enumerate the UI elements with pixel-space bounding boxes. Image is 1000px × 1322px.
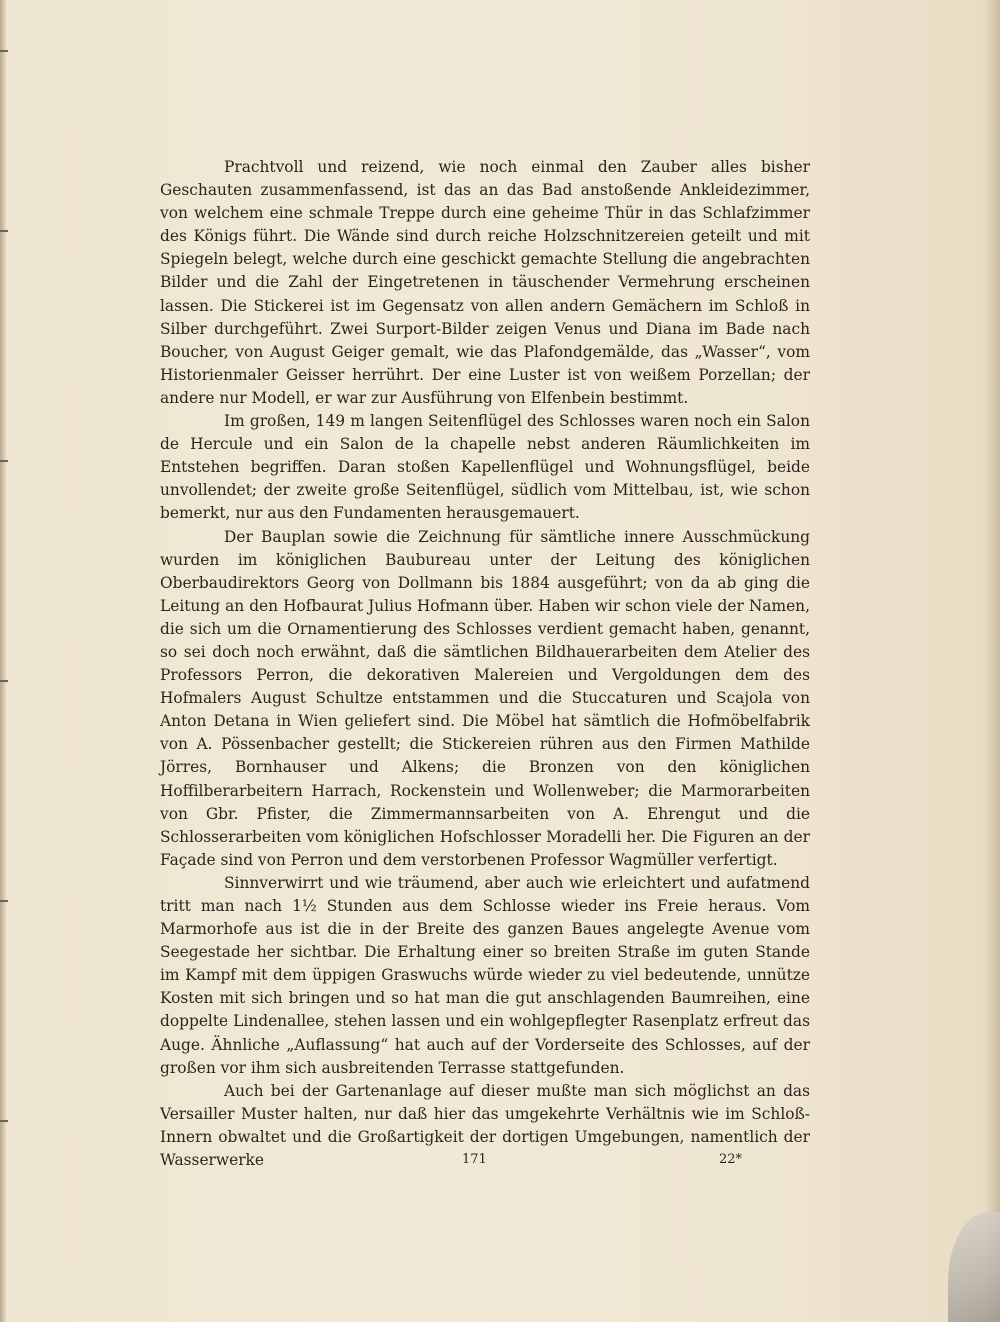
- page-number: 171: [462, 1152, 487, 1167]
- paragraph: Im großen, 149 m langen Seitenflügel des Schlosses waren noch ein Salon de Hercule und ein Salon de la chapelle nebst anderen Räumlichkeiten im Entstehen begriffen. Daran stoßen Kapellenflügel und Wohnungsflügel, beide unvollendet; der zweite große Seitenflügel, südlich vom Mittelbau, ist, wie schon bemerkt, nur aus den Fundamenten herausgemauert.: [160, 412, 810, 523]
- margin-marks: [0, 40, 14, 1200]
- page-corner-curl: [948, 1212, 1000, 1322]
- signature-mark: 22*: [719, 1152, 743, 1167]
- body-text: [160, 156, 810, 1172]
- page-outer-edge: [986, 0, 1000, 1322]
- paragraph: Der Bauplan sowie die Zeichnung für sämtliche innere Ausschmückung wurden im königlichen Baubureau unter der Leitung des königlichen Oberbaudirektors Georg von Dollmann bis 1884 ausgeführt; von da ab ging die Leitung an den Hofbaurat Julius Hofmann über. Haben wir schon viele der Namen, die sich um die Ornamentierung des Schlosses verdient gemacht haben, genannt, so sei doch noch erwähnt, daß die sämtlichen Bildhauerarbeiten dem Atelier des Professors Perron, die dekorativen Malereien und Vergoldungen dem des Hofmalers August Schultze entstammen und die Stuccaturen und Scajola von Anton Detana in Wien geliefert sind. Die Möbel hat sämtlich die Hofmöbelfabrik von A. Pössenbacher gestellt; die Stickereien rühren aus den Firmen Mathilde Jörres, Bornhauser und Alkens; die Bronzen von den königlichen Hoffilberarbeitern Harrach, Rockenstein und Wollenweber; die Marmorarbeiten von Gbr. Pfister, die Zimmermannsarbeiten von A. Ehrengut und die Schlosserarbeiten vom königlichen Hofschlosser Moradelli her. Die Figuren an der Façade sind von Perron und dem verstorbenen Professor Wagmüller verfertigt.: [160, 527, 810, 869]
- paragraph: Prachtvoll und reizend, wie noch einmal den Zauber alles bisher Geschauten zusammenfassend, ist das an das Bad anstoßende Ankleidezimmer, von welchem eine schmale Treppe durch eine geheime Thür in das Schlafzimmer des Königs führt. Die Wände sind durch reiche Holzschnitzereien geteilt und mit Spiegeln belegt, welche durch eine geschickt gemachte Stellung die angebrachten Bilder und die Zahl der Eingetretenen in täuschender Vermehrung erscheinen lassen. Die Stickerei ist im Gegensatz von allen andern Gemächern im Schloß in Silber durchgeführt. Zwei Surport-Bilder zeigen Venus und Diana im Bade nach Boucher, von August Geiger gemalt, wie das Plafondgemälde, das „Wasser“, vom Historienmaler Geisser herrührt. Der eine Luster ist von weißem Porzellan; der andere nur Modell, er war zur Ausführung von Elfenbein bestimmt.: [160, 158, 810, 407]
- paragraph: Sinnverwirrt und wie träumend, aber auch wie erleichtert und aufatmend tritt man nach 1½ Stunden aus dem Schlosse wieder ins Freie heraus. Vom Marmorhofe aus ist die in der Breite des ganzen Baues angelegte Avenue vom Seegestade her sichtbar. Die Erhaltung einer so breiten Straße im guten Stande im Kampf mit dem üppigen Graswuchs würde wieder zu viel bedeutende, unnütze Kosten mit sich bringen und so hat man die gut anschlagenden Baumreihen, eine doppelte Lindenallee, stehen lassen und ein wohlgepflegter Rasenplatz erfreut das Auge. Ähnliche „Auflassung“ hat auch auf der Vorderseite des Schlosses, auf der großen vor ihm sich ausbreitenden Terrasse stattgefunden.: [160, 873, 810, 1077]
- paragraph: Auch bei der Gartenanlage auf dieser mußte man sich möglichst an das Versailler Muster halten, nur daß hier das umgekehrte Verhältnis wie im Schloß-Innern obwaltet und die Großartigkeit der dortigen Umgebungen, namentlich der Wasserwerke: [160, 1081, 810, 1170]
